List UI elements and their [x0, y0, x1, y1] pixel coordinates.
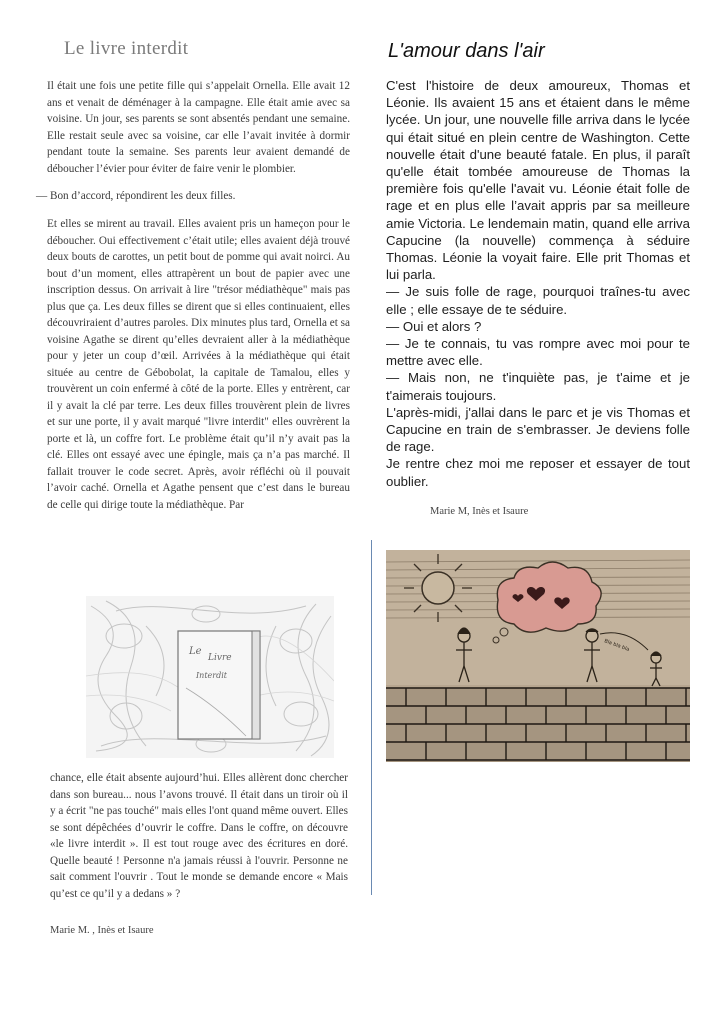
right-article — [386, 40, 690, 517]
right-article-credit: Marie M, Inès et Isaure — [430, 505, 529, 517]
book-title-word: Livre — [208, 653, 232, 663]
love-story-drawing — [386, 550, 690, 762]
speech-bubble-text: Bla bla bla — [603, 638, 631, 653]
forbidden-book-drawing — [86, 596, 334, 758]
left-article-continuation — [50, 770, 348, 902]
left-article — [36, 38, 350, 513]
left-article-paragraph: chance, elle était absente aujourd’hui. Elles allèrent donc chercher dans son bureau... nous l’avons trouvé. Il était dans un tiroir où il y a écrit "ne pas touché" mais elles l'ont quand même ouvert. Elles se sont dépêchées d’ouvrir le coffre. Dans le coffre, on découvre «le livre interdit ». Il est tout rouge avec des écritures en doré. Quelle beauté ! Personne n'a jamais réussi à l'ouvrir. Personne ne sait comment l'ouvrir . Tout le monde se demande encore « Mais qu’est ce qu’il y a dedans » ? — [50, 772, 348, 900]
left-article-paragraph: Et elles se mirent au travail. Elles avaient pris un hameçon pour le déboucher. Oui effectivement c’était utile; elles avaient déjà trouvé deux bouts de carottes, un petit bout de pomme qui avait noirci. Au bout d’un moment, elles attrapèrent un bout de papier avec une inscription dessus. On arrivait à lire "trésor médiathèque" mais pas plus que ça. Les deux filles se dirent que si elles continuaient, elles découvriraient d’autres paroles. Dix minutes plus tard, Ornella et sa voisine Agathe se dirent qu’elles devraient aller à la médiathèque pour y jeter un coup d’œil. Arrivées à la médiathèque qui était située au centre de Gébobolat, la capitale de Tamalou, elles y trouvèrent un coin enfermé à côté de la porte. Elles y entrèrent, car il y avait la clé par terre. Les deux filles trouvèrent plein de livres et sur une porte, il y avait marqué "livre interdit" elles ouvrèrent la porte et là, un coffre fort. Le problème était qu’il n’y avait pas la clé. Elles ont essayé avec une épingle, mais ça n’a pas marché. Il fallait trouver le code secret. Après, avoir réfléchi où il pouvait l’avoir caché. Ornella et Agathe pensent que c’est dans le bureau de celle qui dirige toute la médiathèque. Par — [47, 218, 350, 511]
right-article-title: L'amour dans l'air — [388, 40, 545, 62]
left-article-dialog: — Bon d’accord, répondirent les deux filles. — [36, 190, 236, 202]
right-article-dialog-line: — Mais non, ne t'inquiète pas, je t'aime et je t'aimerais toujours. — [386, 370, 690, 403]
book-title-word: Le — [189, 646, 202, 657]
right-article-dialog-line: — Je te connais, tu vas rompre avec moi pour te mettre avec elle. — [386, 336, 690, 369]
book-title-word: Interdit — [196, 671, 227, 680]
right-article-paragraph: Je rentre chez moi me reposer et essayer de tout oublier. — [386, 456, 690, 489]
right-article-paragraph: C'est l'histoire de deux amoureux, Thomas et Léonie. Ils avaient 15 ans et étaient dans le même lycée. Un jour, une nouvelle fille arriva dans le lycée qui était situé en plein centre de Washington. Cette nouvelle était d'une beauté fatale. En plus, il paraît qu'elle était tombée amoureuse de Thomas la première fois qu'elle l'avait vu. Léonie était folle de rage et en plus elle l’avait appris par sa meilleure amie Victoria. Le lendemain matin, quand elle arriva Capucine (la nouvelle) commença à séduire Thomas. Léonie la voyait faire. Elle prit Thomas et lui parla. — [386, 78, 690, 283]
right-article-paragraph: L'après-midi, j'allai dans le parc et je vis Thomas et Capucine en train de s'embrasser. Je deviens folle de rage. — [386, 404, 690, 455]
left-article-credit: Marie M. , Inès et Isaure — [50, 925, 154, 936]
column-divider — [371, 540, 372, 895]
right-article-dialog-line: — Oui et alors ? — [386, 318, 482, 334]
right-article-dialog-line: — Je suis folle de rage, pourquoi traînes-tu avec elle ; elle essaye de te séduire. — [386, 284, 690, 317]
left-article-title: Le livre interdit — [64, 38, 189, 59]
brick-wall — [386, 688, 690, 762]
left-article-paragraph: Il était une fois une petite fille qui s’appelait Ornella. Elle avait 12 ans et venait de déménager à la campagne. Elle était amie avec sa voisine. Un jour, ses parents se sont absentés pendant une semaine. Elle restait seule avec sa voisine, car elle l’avait invitée à dormir pendant toute la semaine. Ses parents leur avaient demandé de déboucher l’évier pour éviter de faire venir le plombier. — [47, 80, 350, 175]
